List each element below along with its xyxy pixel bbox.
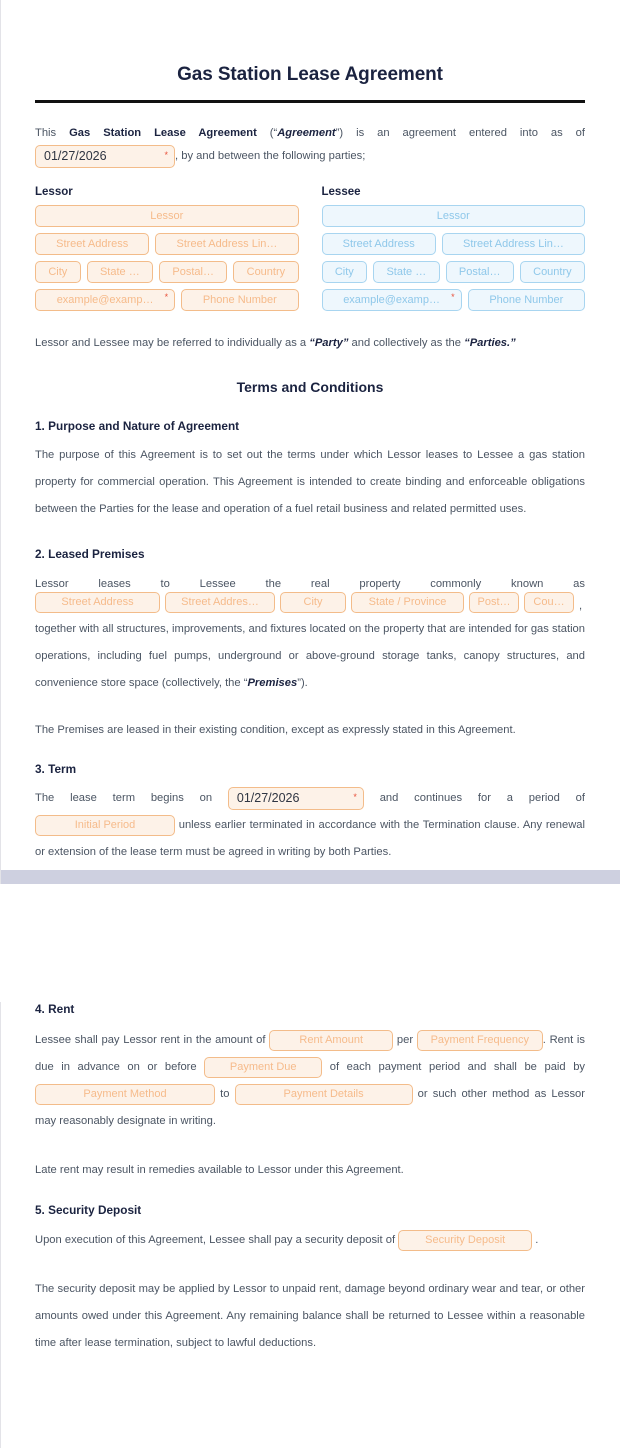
- lessee-city-input[interactable]: City: [322, 261, 368, 283]
- section-3-heading: 3. Term: [35, 762, 77, 776]
- section-2-text: together with all structures, improvements, and fixtures located on the property that are intended for gas station operations, including fuel pumps, underground or above-ground storage tanks, canopy structures, and convenience store space (collectively, the “: [35, 623, 585, 689]
- required-asterisk: *: [164, 292, 169, 302]
- section-4-text-2: per: [396, 1034, 414, 1046]
- lessor-postal-input[interactable]: Postal…: [159, 261, 227, 283]
- section-4-text-1: Lessee shall pay Lessor rent in the amount of: [35, 1034, 266, 1046]
- party-definition-clause: [35, 330, 585, 357]
- agreement-date-value: 01/27/2026: [44, 148, 107, 163]
- section-5-text-1: Upon execution of this Agreement, Lessee shall pay a security deposit of: [35, 1234, 396, 1246]
- lead-agreement-em: Agreement: [277, 127, 336, 139]
- lead-agreement-name: Gas Station Lease Agreement: [69, 127, 257, 139]
- lead-text-1: This: [35, 127, 70, 139]
- section-1-body: The purpose of this Agreement is to set out the terms under which Lessor leases to Lessee a gas station property for commercial operation. This Agreement is intended to create binding and enforceable obligations between the Parties for the lease and operation of a fuel retail business and related permitted uses.: [35, 449, 585, 515]
- lessee-country-input[interactable]: Country: [520, 261, 585, 283]
- lessor-name-row: [35, 205, 299, 227]
- section-4-body: [35, 1027, 585, 1135]
- lessee-street2-input[interactable]: Street Address Lin…: [442, 233, 585, 255]
- lessee-name-input[interactable]: Lessor: [322, 205, 586, 227]
- parties-term: “Parties.”: [464, 337, 516, 349]
- lessor-country-input[interactable]: Country: [233, 261, 298, 283]
- lessor-email-input[interactable]: [35, 289, 175, 311]
- lead-tail-text: , by and between the following parties;: [175, 150, 366, 162]
- term-start-date-input[interactable]: [228, 787, 364, 810]
- payment-due-input[interactable]: Payment Due: [204, 1057, 322, 1078]
- lessee-phone-input[interactable]: Phone Number: [468, 289, 585, 311]
- initial-period-input[interactable]: Initial Period: [35, 815, 175, 836]
- parties-block: [35, 186, 585, 317]
- section-4-text-3: . Rent is due in advance on or before: [35, 1034, 586, 1073]
- section-5-body-2: The security deposit may be applied by Lessor to unpaid rent, damage beyond ordinary wear and tear, or other amounts owed under this Agreement. Any remaining balance shall be returned to Lessee within a reasonable time after lease termination, subject to lawful deductions.: [35, 1283, 585, 1349]
- lessee-heading: Lessee: [321, 186, 361, 198]
- security-deposit-input[interactable]: Security Deposit: [398, 1230, 532, 1251]
- payment-details-input[interactable]: Payment Details: [235, 1084, 413, 1105]
- party-clause-text-2: and collectively as the: [348, 337, 465, 349]
- lessor-locality-row: [35, 261, 299, 283]
- party-term: “Party”: [309, 337, 349, 349]
- premises-state-input[interactable]: State / Province: [351, 592, 464, 613]
- premises-address-row: [35, 592, 585, 613]
- terms-and-conditions-heading: Terms and Conditions: [236, 379, 384, 395]
- section-2-lead-words: Lessor leases to Lessee the real property commonly known as: [35, 578, 585, 590]
- section-5-heading: 5. Security Deposit: [35, 1203, 142, 1217]
- premises-country-input[interactable]: Cou…: [524, 592, 574, 613]
- lessor-name-input[interactable]: Lessor: [35, 205, 299, 227]
- lessee-street1-input[interactable]: Street Address: [322, 233, 436, 255]
- section-4-text-5: to: [220, 1088, 230, 1100]
- lessor-street-row: [35, 233, 299, 255]
- section-4-body-2: Late rent may result in remedies available to Lessor under this Agreement.: [35, 1164, 404, 1176]
- lessor-heading: Lessor: [35, 186, 73, 198]
- section-5-body: [35, 1227, 585, 1254]
- lead-text-2: (“: [256, 127, 278, 139]
- lessor-street1-input[interactable]: Street Address: [35, 233, 149, 255]
- agreement-date-input[interactable]: [35, 145, 175, 168]
- section-2-body-2: The Premises are leased in their existing condition, except as expressly stated in this Agreement.: [35, 724, 516, 736]
- section-2-heading: 2. Leased Premises: [35, 547, 145, 561]
- premises-postal-input[interactable]: Post…: [469, 592, 519, 613]
- lessee-email-input[interactable]: [322, 289, 462, 311]
- term-start-date-value: 01/27/2026: [236, 790, 300, 805]
- required-asterisk: *: [164, 149, 168, 160]
- section-3-body: [35, 785, 585, 866]
- section-3-text-3: unless earlier terminated in accordance with the Termination clause. Any renewal or extension of the lease term must be agreed in writing by both Parties.: [35, 819, 585, 858]
- lead-text-3: ”) is an agreement entered into as of: [335, 127, 585, 139]
- lessee-contact-row: [322, 289, 586, 311]
- lessor-state-input[interactable]: State …: [87, 261, 153, 283]
- section-2-text-tail: ”).: [297, 677, 308, 689]
- section-2-body-after: [35, 616, 585, 697]
- lessee-postal-input[interactable]: Postal…: [446, 261, 514, 283]
- document-page-2: [0, 1002, 620, 1448]
- section-1-heading: 1. Purpose and Nature of Agreement: [35, 419, 240, 433]
- payment-frequency-input[interactable]: Payment Frequency: [417, 1030, 543, 1051]
- rent-amount-input[interactable]: Rent Amount: [269, 1030, 393, 1051]
- required-asterisk: *: [353, 791, 357, 802]
- section-4-text-4: of each payment period and shall be paid by: [329, 1061, 586, 1073]
- premises-city-input[interactable]: City: [280, 592, 346, 613]
- premises-street2-input[interactable]: Street Addres…: [165, 592, 275, 613]
- premises-term: Premises: [247, 677, 298, 689]
- premises-street1-input[interactable]: Street Address: [35, 592, 160, 613]
- lessee-party-block: [322, 186, 586, 317]
- payment-method-input[interactable]: Payment Method: [35, 1084, 215, 1105]
- section-5-text-2: .: [535, 1234, 539, 1246]
- lessee-name-row: [322, 205, 586, 227]
- section-3-text-1: The lease term begins on: [35, 792, 213, 804]
- lessor-city-input[interactable]: City: [35, 261, 81, 283]
- lead-date-line: [35, 143, 585, 170]
- section-4-text-6: or such other method as Lessor may reasonably designate in writing.: [35, 1088, 585, 1127]
- page-break-separator: [0, 870, 620, 884]
- title-divider: [35, 100, 585, 103]
- lessor-party-block: [35, 186, 299, 317]
- section-4-heading: 4. Rent: [35, 1002, 75, 1016]
- lessor-email-placeholder: example@examp…: [56, 294, 154, 306]
- required-asterisk: *: [451, 292, 455, 302]
- section-3-text-2: and continues for a period of: [379, 792, 586, 804]
- lessor-contact-row: [35, 289, 299, 311]
- lessee-state-input[interactable]: State …: [373, 261, 439, 283]
- page-title: Gas Station Lease Agreement: [177, 64, 443, 85]
- lessee-locality-row: [322, 261, 586, 283]
- lessee-street-row: [322, 233, 586, 255]
- lessor-street2-input[interactable]: Street Address Lin…: [155, 233, 298, 255]
- lessor-phone-input[interactable]: Phone Number: [181, 289, 298, 311]
- lessee-email-placeholder: example@examp…: [343, 294, 440, 306]
- premises-comma: ,: [579, 600, 583, 612]
- party-clause-text-1: Lessor and Lessee may be referred to individually as a: [35, 337, 310, 349]
